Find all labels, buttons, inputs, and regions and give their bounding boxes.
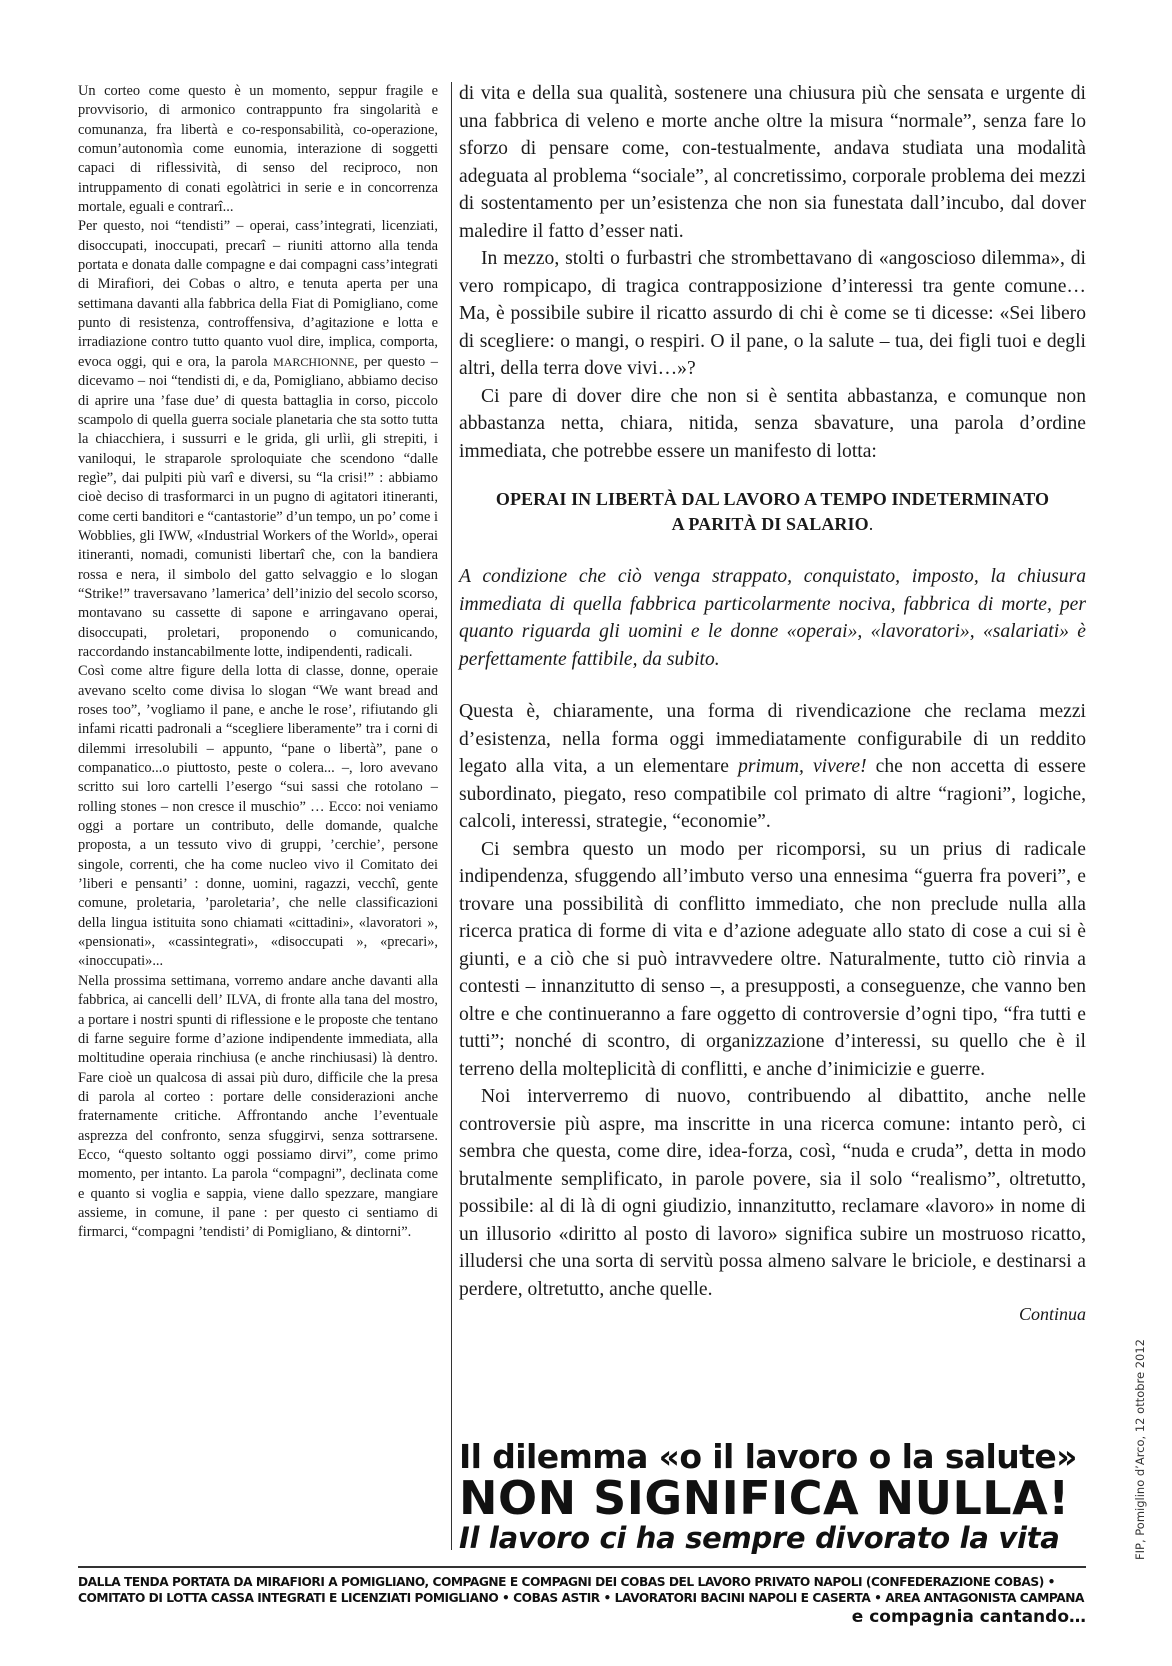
left-paragraph-3: Così come altre figure della lotta di classe, donne, operaie avevano scelto come divisa lo slogan “We want bread and roses too”, ’vogliamo il pane, e anche le rose’, rifiutando gli infami ricatti padronali a “scegliere liberamente” tra i corni di dilemmi irresolubili – appunto, “pane o libertà”, pane o companatico...o piuttosto, peste o colera... –, loro avevano scritto sui loro cartelli l’esergo “sui sassi che rotolano – rolling stones – non cresce il muschio” … Ecco: noi veniamo oggi a portare un contributo, delle domande, qualche proposta, a un tessuto vivo di gruppi, ’cerchie’, persone singole, correnti, che ha come nucleo vivo il Comitato dei ’liberi e pensanti’ : donne, uomini, ragazzi, vecchî, gente comune, proletaria, ’paroletaria’, che nelle classificazioni della lingua istituita sono chiamati «cittadini», «lavoratori », «pensionati», «cassintegrati», «disoccupati », «precari», «inoccupati»... (78, 663, 438, 970)
footer-line-1: DALLA TENDA PORTATA DA MIRAFIORI A POMIGLIANO, COMPAGNE E COMPAGNI DEI COBAS DEL LAVORO PRIVATO NAPOLI (CONFEDERAZIONE COBAS) • (78, 1575, 1055, 1589)
headline-line-1: Il dilemma «o il lavoro o la salute» (459, 1437, 1077, 1476)
right-paragraph-5: Ci sembra questo un modo per ricomporsi, su un prius di radicale indipendenza, sfuggendo all’imbuto verso una ennesima “guerra fra poveri”, e trovare una possibilità di conflitto immediato, che non preclude nulla alla ricerca pratica di forme di vita e d’azione adeguate allo stato di cose a cui si è giunti, e a ciò che si può intravvedere oltre. Naturalmente, tutto ciò rinvia a contesti – innanzitutto di senso –, a presupposti, a conseguenze, che vanno ben oltre e che continueranno a fare oggetto di controversie d’ogni tipo, “fra tutti e tutti”; nonché di scontro, di organizzazione d’interessi, su quello che è il terreno della molteplicità di conflitti, e anche d’inimicizie e guerre. (459, 838, 1086, 1080)
footer-line-2: COMITATO DI LOTTA CASSA INTEGRATI E LICENZIATI POMIGLIANO • COBAS ASTIR • LAVORATORI BACINI NAPOLI E CASERTA • AREA ANTAGONISTA CAMPANA (78, 1590, 1084, 1605)
right-paragraph-1: di vita e della sua qualità, sostenere una chiusura più che sensata e urgente di una fabbrica di veleno e morte anche oltre la misura “normale”, senza fare lo sforzo di pensare come, con-testualmente, andava studiata una modalità adeguata al problema “sociale”, al concretissimo, corporale problema dei mezzi di sostentamento per un’esistenza che non sia funestata dall’incubo, dal dover maledire il fatto d’esser nati. (459, 83, 1086, 242)
footer-signatories (78, 1575, 1086, 1628)
right-column (459, 80, 1086, 1329)
left-paragraph-2-text: Per questo, noi “tendisti” – operai, cass’integrati, licenziati, disoccupati, inoccupati, precarî – riuniti attorno alla tenda portata e donata dalle compagne e dai compagni cass’integrati di Mirafiori, dei Cobas o altro, e tenuta aperta per una settimana davanti alla fabbrica della Fiat di Pomigliano, come punto di resistenza, controffensiva, d’agitazione e lotta e irradiazione contro tutto quanto vuol dire, implica, comporta, evoca oggi, qui e ora, la parola (78, 218, 438, 370)
marchionne-word: MARCHIONNE (273, 354, 355, 369)
left-paragraph-4: Nella prossima settimana, vorremo andare anche davanti alla fabbrica, ai cancelli dell’ ILVA, di fronte alla tana del mostro, a portare i nostri spunti di riflessione e le proposte che tentano di farne seguire forme d’azione indipendente immediata, alla moltitudine operaia rinchiusa (e anche rinchiusasi) là dentro. Fare cioè un qualcosa di assai più duro, difficile che la presa di parola al corteo : portare delle considerazioni anche fraternamente critiche. Affrontando anche l’eventuale asprezza del confronto, senza sfuggirvi, senza sottrarsene. Ecco, “questo soltanto oggi possiamo dirvi”, come primo momento, per intanto. La parola “compagni”, declinata come e quanto si voglia e sappia, viene dallo spezzare, mangiare assieme, in comune, il pane : per questo ci sentiamo di firmarci, “compagni ’tendisti’ di Pomigliano, & dintorni”. (78, 972, 438, 1241)
left-paragraph-1: Un corteo come questo è un momento, seppur fragile e provvisorio, di armonico contrappunto fra singolarità e comunanza, fra libertà e co-responsabilità, co-operazione, comun’autonomìa come eunomia, interazione di soggetti capaci di riflessività, di senso del reciproco, non intruppamento di conati egolàtrici in serie e in concorrenza mortale, eguali e contrarî... (78, 83, 438, 216)
continua-row (459, 1303, 1086, 1329)
headline-line-3: Il lavoro ci ha sempre divorato la vita (459, 1521, 1060, 1555)
left-column (78, 82, 438, 1477)
primum-vivere-emphasis: primum, vivere! (738, 756, 867, 777)
headline-line-2: NON SIGNIFICA NULLA! (459, 1471, 1070, 1525)
slogan-line-2: A PARITÀ DI SALARIO (671, 514, 869, 534)
slogan-period: . (868, 514, 874, 534)
footer-divider (78, 1566, 1086, 1568)
right-paragraph-4-a: Questa è, chiaramente, una forma di rivendicazione che reclama mezzi d’esistenza, nella forma oggi immediatamente configurabile di un reddito legato alla vita, a un elementare (459, 701, 1086, 777)
continua-label: Continua (1018, 1304, 1086, 1324)
slogan-block (459, 487, 1086, 537)
headline-block (459, 1438, 1086, 1556)
column-divider (451, 82, 452, 1550)
slogan-line-1: OPERAI IN LIBERTÀ DAL LAVORO A TEMPO INDETERMINATO (495, 489, 1050, 509)
left-paragraph-2 (78, 217, 438, 662)
right-paragraph-4-b: che non accetta di essere subordinato, piegato, reso compatibile col primato di altre “ragioni”, logiche, calcoli, interessi, strategie, “economie”. (459, 756, 1086, 832)
footer-tail: e compagnia cantando… (851, 1607, 1086, 1627)
right-paragraph-3: Ci pare di dover dire che non si è sentita abbastanza, e comunque non abbastanza netta, chiara, nitida, senza sbavature, una parola d’ordine immediata, che potrebbe essere un manifesto di lotta: (459, 385, 1086, 462)
italic-conditions: A condizione che ciò venga strappato, conquistato, imposto, la chiusura immediata di quella fabbrica particolarmente nociva, fabbrica di morte, per quanto riguarda gli uomini e le donne «operai», «lavoratori», «salariati» è perfettamente fattibile, da subito. (459, 566, 1086, 670)
left-paragraph-2-cont: , per questo – dicevamo – noi “tendisti di, e da, Pomigliano, abbiamo deciso di aprire una ’fase due’ di questa battaglia in corso, piccolo scampolo di quella guerra sociale planetaria che sta sotto tutta la chiacchiera, i sussurri e le grida, gli urlìi, gli strepiti, i vaniloqui, le straparole sproloquiate che scendono “dalle regìe”, dai pulpiti più varî e diversi, su “la crisi!” : abbiamo cioè deciso di trasformarci in un pugno di agitatori itineranti, come certi banditori e “cantastorie” d’un tempo, un po’ come i Wobblies, gli IWW, «Industrial Workers of the World», operai itineranti, nomadi, comunisti libertarî che, con la bandiera rossa e nera, il simbolo del gatto selvaggio e lo slogan “Strike!” traversavano ’lamerica’ dell’inizio del secolo scorso, montavano su cassette di sapone e arringavano operai, disoccupati, proletari, proponendo o comunicando, raccordando instancabilmente lotte, indipendenti, radicali. (78, 353, 438, 660)
right-paragraph-4 (459, 698, 1086, 836)
side-credit: FIP, Pomiglino d’Arco, 12 ottobre 2012 (1133, 1339, 1147, 1560)
right-paragraph-6: Noi interverremo di nuovo, contribuendo al dibattito, anche nelle controversie più aspre, ma inscritte in una ricerca comune: intanto però, ci sembra che questa, come dire, idea-forza, così, “nuda e cruda”, detta in modo brutalmente semplificato, in parole povere, sia il solo “realismo”, oltretutto, possibile: al di là di ogni giudizio, innanzitutto, reclamare «lavoro» in nome di un illusorio «diritto al posto di lavoro» significa subire un mostruoso ricatto, illudersi che una sorta di servitù possa almeno salvare le briciole, e destinarsi a perdere, oltretutto, anche quelle. (459, 1086, 1086, 1300)
right-paragraph-2: In mezzo, stolti o furbastri che strombettavano di «angoscioso dilemma», di vero rompicapo, di tragica contrapposizione d’interessi tra gente comune… Ma, è possibile subire il ricatto assurdo di chi è come se ti dicesse: «Sei libero di scegliere: o mangi, o respiri. O il pane, o la salute – tua, dei figli tuoi e degli altri, della terra dove vivi…»? (459, 248, 1086, 379)
